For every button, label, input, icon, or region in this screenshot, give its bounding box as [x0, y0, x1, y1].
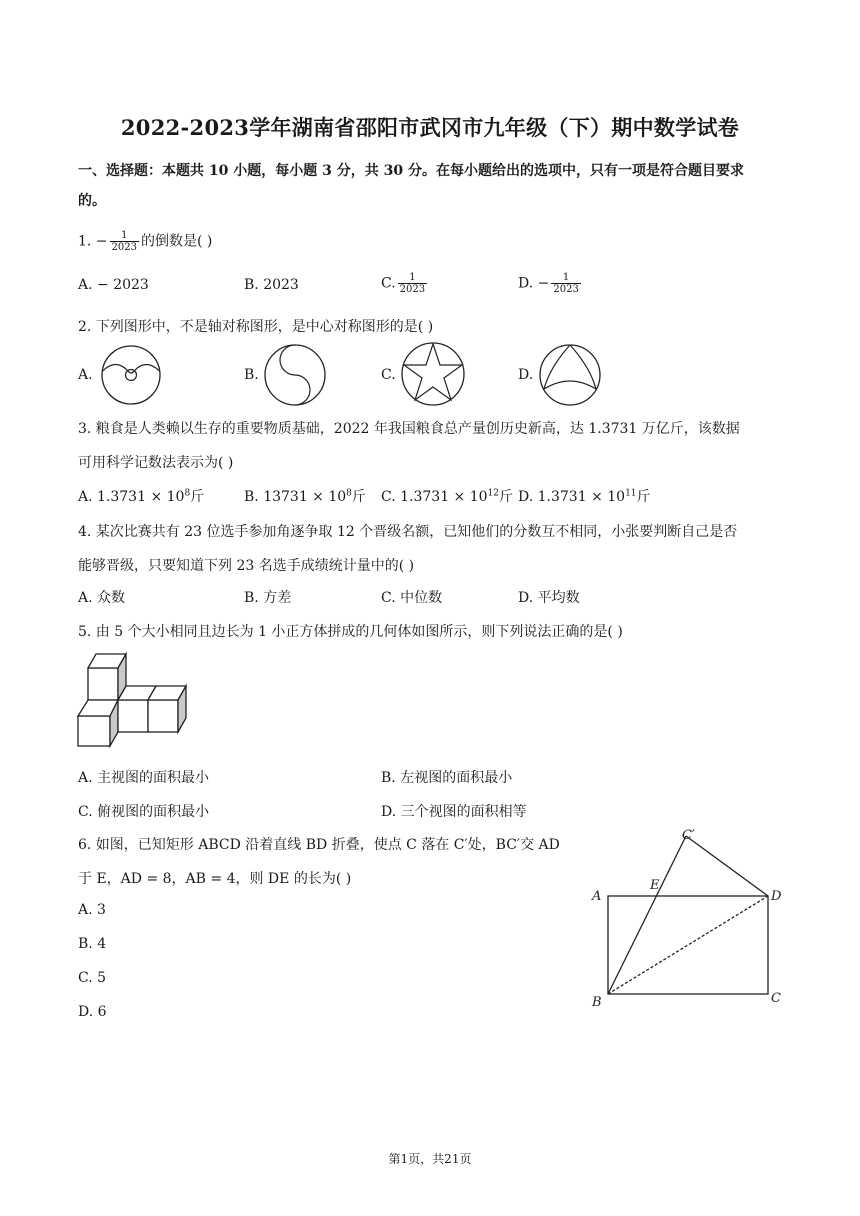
- q1-option-b: B. 2023: [244, 277, 299, 293]
- q1-frac-num: 1: [110, 230, 139, 242]
- q1-option-c-num: 1: [398, 272, 427, 284]
- q6-label-a: A: [592, 889, 602, 904]
- q5-option-a: A. 主视图的面积最小: [78, 770, 210, 786]
- q3-option-d: [518, 486, 651, 506]
- q6-label-e: E: [650, 878, 660, 893]
- q6-option-a: A. 3: [78, 902, 106, 918]
- q5-cube-figure: [76, 650, 190, 750]
- q3-option-b-base: B. 13731 × 10: [244, 489, 347, 505]
- q3-option-d-exp: 11: [625, 488, 637, 499]
- q4-option-a: A. 众数: [78, 590, 126, 606]
- q2-option-d-figure: [536, 343, 604, 407]
- q1-option-a: A. − 2023: [78, 277, 149, 293]
- q2-option-a-label: A.: [78, 367, 93, 383]
- q3-option-a-unit: 斤: [190, 489, 205, 505]
- q4-option-c: C. 中位数: [381, 590, 443, 606]
- page-footer: 第1页，共21页: [388, 1152, 472, 1166]
- q3-option-a: [78, 486, 204, 506]
- q3-option-c-base: C. 1.3731 × 10: [381, 489, 488, 505]
- q1-option-d-fraction: [551, 272, 580, 295]
- q1-fraction: [110, 230, 139, 253]
- q1-option-c-label: C.: [381, 275, 396, 292]
- q3-option-c-exp: 12: [487, 488, 499, 499]
- question-4-line1: 4. 某次比赛共有 23 位选手参加角逐争取 12 个晋级名额，已知他们的分数互不相同，小张要判断自己是否: [78, 524, 738, 540]
- q1-option-c-den: 2023: [399, 284, 426, 295]
- q3-option-b: [244, 486, 366, 506]
- q5-option-d: D. 三个视图的面积相等: [381, 804, 527, 820]
- q4-option-d: D. 平均数: [518, 590, 580, 606]
- q1-prefix: 1. −: [78, 233, 108, 250]
- q3-option-c-unit: 斤: [499, 489, 513, 505]
- q1-option-c: [381, 272, 429, 295]
- question-2-stem: 2. 下列图形中，不是轴对称图形，是中心对称图形的是( ): [78, 319, 434, 335]
- q6-option-c: C. 5: [78, 970, 107, 986]
- q1-option-c-fraction: [398, 272, 427, 295]
- q3-option-d-base: D. 1.3731 × 10: [518, 489, 626, 505]
- question-4-line2: 能够晋级，只要知道下列 23 名选手成绩统计量中的( ): [78, 558, 415, 574]
- q1-option-d-den: 2023: [553, 284, 579, 295]
- q2-option-b-figure: [262, 343, 328, 407]
- q2-option-d-label: D.: [518, 367, 534, 383]
- question-3-line2: 可用科学记数法表示为( ): [78, 455, 234, 471]
- q6-label-c: C: [771, 991, 781, 1006]
- q6-rectangle-figure: [588, 826, 788, 1012]
- q5-option-c: C. 俯视图的面积最小: [78, 804, 210, 820]
- q3-option-b-unit: 斤: [351, 489, 366, 505]
- q5-option-b: B. 左视图的面积最小: [381, 770, 513, 786]
- section-heading-line2: 的。: [78, 193, 106, 209]
- question-1-stem: [78, 230, 212, 253]
- q6-option-d: D. 6: [78, 1004, 107, 1020]
- q1-option-d-num: 1: [551, 272, 580, 284]
- q3-option-a-base: A. 1.3731 × 10: [78, 489, 185, 505]
- q1-suffix: 的倒数是( ): [141, 233, 213, 250]
- q1-frac-den: 2023: [111, 242, 137, 253]
- q6-label-b: B: [592, 995, 602, 1010]
- q1-option-d-label: D. −: [518, 275, 550, 292]
- q1-option-d: [518, 272, 583, 295]
- q6-option-b: B. 4: [78, 936, 107, 952]
- q2-option-c-label: C.: [381, 367, 396, 383]
- q6-label-d: D: [771, 889, 782, 904]
- page-title: 2022-2023学年湖南省邵阳市武冈市九年级（下）期中数学试卷: [120, 115, 740, 140]
- q2-option-c-figure: [399, 341, 467, 407]
- question-3-line1: 3. 粮食是人类赖以生存的重要物质基础，2022 年我国粮食总产量创历史新高，达 1.3731 万亿斤，该数据: [78, 421, 740, 437]
- q3-option-d-unit: 斤: [636, 489, 651, 505]
- q2-option-b-label: B.: [244, 367, 259, 383]
- question-6-line2: 于 E，AD = 8，AB = 4，则 DE 的长为( ): [78, 871, 352, 887]
- question-6-line1: 6. 如图，已知矩形 ABCD 沿着直线 BD 折叠，使点 C 落在 C′处，BC′交 AD: [78, 837, 560, 853]
- q4-option-b: B. 方差: [244, 590, 292, 606]
- q3-option-b-exp: 8: [346, 488, 352, 499]
- section-heading-line1: 一、选择题：本题共 10 小题，每小题 3 分，共 30 分。在每小题给出的选项中，只有一项是符合题目要求: [78, 163, 744, 179]
- q2-option-a-figure: [96, 344, 166, 406]
- q3-option-a-exp: 8: [184, 488, 191, 499]
- q3-option-c: [381, 486, 513, 506]
- q6-label-c-prime: C′: [682, 828, 695, 843]
- question-5-stem: 5. 由 5 个大小相同且边长为 1 小正方体拼成的几何体如图所示，则下列说法正确的是( ): [78, 624, 623, 640]
